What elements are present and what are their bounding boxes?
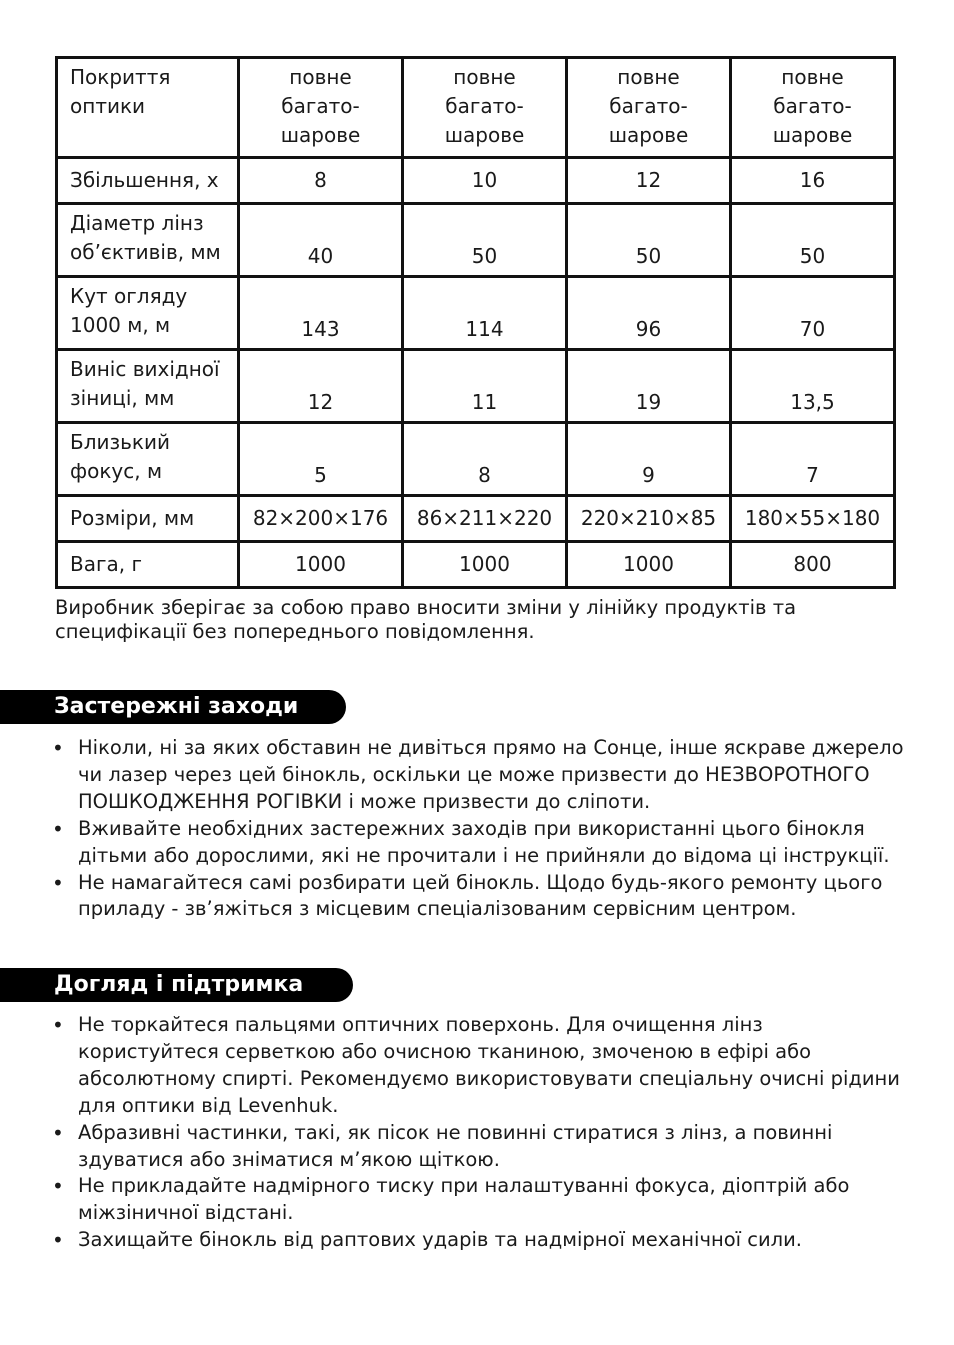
row-label: Збільшення, х xyxy=(57,158,239,204)
bullet-icon: • xyxy=(52,1013,64,1037)
table-row xyxy=(57,350,895,423)
cell: 12 xyxy=(239,350,403,423)
cell: 7 xyxy=(731,423,895,496)
list-item xyxy=(48,735,908,816)
cell: 800 xyxy=(731,542,895,588)
bullet-icon: • xyxy=(52,1120,64,1145)
list-item-text: Не торкайтеся пальцями оптичних поверхонь. Для очищення лінз користуйтеся серветкою або очисною тканиною, змоченою в ефірі або абсолютному спирті. Рекомендуємо використовувати спеціальну очисні рідини для оптики від Levenhuk. xyxy=(78,1013,900,1117)
row-label: Виніс вихідної зіниці, мм xyxy=(57,350,239,423)
cell: 114 xyxy=(403,277,567,350)
list-item-text: Не прикладайте надмірного тиску при налаштуванні фокуса, діоптрій або міжзіничної відстані. xyxy=(78,1174,850,1225)
cell: 86×211×220 xyxy=(403,496,567,542)
table-row xyxy=(57,423,895,496)
cell: 180×55×180 xyxy=(731,496,895,542)
table-row xyxy=(57,58,895,158)
cell: повне багато- шарове xyxy=(567,58,731,158)
list-item-text: Ніколи, ні за яких обставин не дивіться прямо на Сонце, інше яскраве джерело чи лазер через цей бінокль, оскільки це може призвести до НЕЗВОРОТНОГО ПОШКОДЖЕННЯ РОГІВКИ і може призвести до сліпоти. xyxy=(78,736,904,813)
cell: 11 xyxy=(403,350,567,423)
table-row xyxy=(57,542,895,588)
table-row xyxy=(57,204,895,277)
cell: 12 xyxy=(567,158,731,204)
cell: 82×200×176 xyxy=(239,496,403,542)
bullet-icon: • xyxy=(52,1174,64,1199)
list-item xyxy=(48,1227,908,1254)
list-item-text: Вживайте необхідних застережних заходів при використанні цього бінокля дітьми або дорослими, які не прочитали і не прийняли до відома ці інструкції. xyxy=(78,816,890,867)
list-item-text: Захищайте бінокль від раптових ударів та надмірної механічної сили. xyxy=(78,1228,802,1252)
cell: 19 xyxy=(567,350,731,423)
cell: 50 xyxy=(403,204,567,277)
table-row xyxy=(57,158,895,204)
cell: 9 xyxy=(567,423,731,496)
row-label: Покриття оптики xyxy=(57,58,239,158)
row-label: Вага, г xyxy=(57,542,239,588)
list-item xyxy=(48,1012,908,1120)
cell: 50 xyxy=(731,204,895,277)
cell: 220×210×85 xyxy=(567,496,731,542)
row-label: Кут огляду 1000 м, м xyxy=(57,277,239,350)
bullet-icon: • xyxy=(52,736,64,760)
cell: 8 xyxy=(403,423,567,496)
cell: 1000 xyxy=(567,542,731,588)
list-item xyxy=(48,816,908,870)
care-list xyxy=(48,1012,908,1254)
list-item xyxy=(48,870,908,924)
cell: 40 xyxy=(239,204,403,277)
section-header-precautions: Застережні заходи xyxy=(0,690,346,724)
specifications-table xyxy=(55,56,896,589)
row-label: Розміри, мм xyxy=(57,496,239,542)
cell: повне багато- шарове xyxy=(731,58,895,158)
cell: 13,5 xyxy=(731,350,895,423)
cell: 1000 xyxy=(239,542,403,588)
cell: 143 xyxy=(239,277,403,350)
table-row xyxy=(57,277,895,350)
cell: 70 xyxy=(731,277,895,350)
row-label: Близький фокус, м xyxy=(57,423,239,496)
table-row xyxy=(57,496,895,542)
list-item-text: Не намагайтеся самі розбирати цей бінокль. Щодо будь-якого ремонту цього приладу - зв’яжіться з місцевим спеціалізованим сервісним центром. xyxy=(78,870,883,921)
bullet-icon: • xyxy=(52,1228,64,1253)
section-header-care: Догляд і підтримка xyxy=(0,968,353,1002)
cell: 10 xyxy=(403,158,567,204)
disclaimer-text: Виробник зберігає за собою право вносити зміни у лінійку продуктів та специфікації без попереднього повідомлення. xyxy=(55,596,797,643)
cell: 16 xyxy=(731,158,895,204)
cell: 8 xyxy=(239,158,403,204)
row-label: Діаметр лінз об’єктивів, мм xyxy=(57,204,239,277)
precautions-list xyxy=(48,735,908,923)
cell: 5 xyxy=(239,423,403,496)
list-item xyxy=(48,1173,908,1227)
list-item xyxy=(48,1120,908,1174)
cell: 50 xyxy=(567,204,731,277)
bullet-icon: • xyxy=(52,816,64,841)
list-item-text: Абразивні частинки, такі, як пісок не повинні стиратися з лінз, а повинні здуватися або зніматися м’якою щіткою. xyxy=(78,1120,833,1171)
cell: 1000 xyxy=(403,542,567,588)
bullet-icon: • xyxy=(52,870,64,895)
cell: повне багато- шарове xyxy=(239,58,403,158)
cell: 96 xyxy=(567,277,731,350)
cell: повне багато- шарове xyxy=(403,58,567,158)
